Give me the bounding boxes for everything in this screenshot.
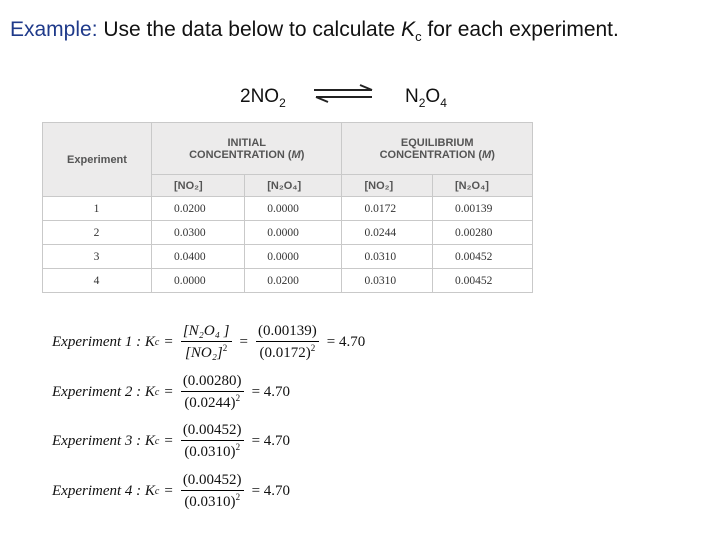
title-k-sub: c: [415, 29, 422, 45]
equation-label: Experiment 2 : K: [52, 383, 155, 400]
cell-eq-no2: 0.0310: [342, 245, 433, 269]
cell-init-no2: 0.0300: [152, 221, 245, 245]
table-row: [43, 197, 533, 221]
equation-result: = 4.70: [251, 432, 291, 449]
equation-result: = 4.70: [326, 333, 366, 350]
fraction-numerator: (0.00452): [181, 472, 244, 491]
title-text-before: Use the data below to calculate: [97, 18, 402, 41]
equation-result: = 4.70: [251, 482, 291, 499]
cell-exp: 1: [43, 197, 152, 221]
concentration-table: [42, 122, 533, 293]
product-n: N: [405, 86, 419, 107]
table-row: [43, 269, 533, 293]
product-o-sub: 4: [440, 95, 447, 110]
cell-eq-no2: 0.0244: [342, 221, 433, 245]
kc-value-fraction: $\frac{(0.00280)}{(0.0244)^2}$: [182, 372, 242, 411]
cell-eq-n2o4: 0.00280: [433, 221, 533, 245]
cell-init-n2o4: 0.0000: [245, 197, 342, 221]
equilibrium-header-line1: EQUILIBRIUM: [400, 136, 474, 149]
equilibrium-arrows-icon: [312, 82, 376, 106]
cell-eq-n2o4: 0.00452: [433, 245, 533, 269]
equilibrium-header-m: M: [482, 148, 492, 161]
subheader-eq-n2o4: [N₂O₄]: [433, 175, 533, 197]
fraction-denominator: (0.0310): [184, 493, 236, 510]
initial-header-m: M: [291, 148, 301, 161]
reactant-sub: 2: [279, 95, 286, 110]
equation-label: Experiment 1 : K: [52, 333, 155, 350]
fraction-denominator: (0.0310): [184, 443, 236, 460]
initial-header: INITIAL CONCENTRATION (M): [152, 123, 342, 175]
initial-header-line2: CONCENTRATION (: [189, 148, 292, 161]
title-text-after: for each experiment.: [421, 18, 619, 41]
fraction-numerator: (0.00452): [181, 422, 244, 441]
cell-eq-no2: 0.0310: [342, 269, 433, 293]
title-k: K: [401, 18, 416, 41]
example-label: Example:: [10, 18, 98, 41]
table-row: [43, 221, 533, 245]
equation-experiment-3: Experiment 3 : K c = $\frac{(0.00452)}{(0.0310)^2}$ = 4.70: [52, 421, 291, 460]
cell-init-no2: 0.0200: [152, 197, 245, 221]
subheader-init-no2: [NO₂]: [152, 175, 245, 197]
reactant-coef: 2NO: [240, 86, 280, 107]
cell-eq-n2o4: 0.00452: [433, 269, 533, 293]
equilibrium-header: EQUILIBRIUM CONCENTRATION (M): [342, 123, 533, 175]
subheader-init-n2o4: [N₂O₄]: [245, 175, 342, 197]
experiment-header: Experiment: [43, 123, 152, 197]
reactant-formula: [240, 86, 286, 110]
fraction-numerator: (0.00280): [181, 373, 244, 392]
cell-exp: 3: [43, 245, 152, 269]
product-n-sub: 2: [418, 95, 426, 110]
cell-init-n2o4: 0.0000: [245, 221, 342, 245]
equation-label: Experiment 3 : K: [52, 432, 155, 449]
equation-result: = 4.70: [251, 383, 291, 400]
table-row: [43, 245, 533, 269]
cell-eq-no2: 0.0172: [342, 197, 433, 221]
cell-eq-n2o4: 0.00139: [433, 197, 533, 221]
kc-expression-numerator: [N₂O₄ ]: [181, 323, 232, 342]
cell-init-n2o4: 0.0200: [245, 269, 342, 293]
cell-init-n2o4: 0.0000: [245, 245, 342, 269]
kc-value-fraction: $\frac{(0.00139)}{(0.0172)^2}$: [257, 322, 317, 361]
fraction-denominator: (0.0172): [259, 344, 311, 361]
equilibrium-header-line2: CONCENTRATION (: [379, 148, 483, 161]
cell-init-no2: 0.0400: [152, 245, 245, 269]
fraction-numerator: (0.00139): [256, 323, 319, 342]
fraction-denominator: (0.0244): [184, 394, 236, 411]
cell-init-no2: 0.0000: [152, 269, 245, 293]
kc-value-fraction: $\frac{(0.00452)}{(0.0310)^2}$: [182, 421, 242, 460]
equation-label: Experiment 4 : K: [52, 482, 155, 499]
kc-expression-fraction: $\frac{\text{[N₂O₄ ]}}{[NO_2]^2}$: [182, 322, 230, 361]
equation-experiment-1: Experiment 1 : K c = $\frac{\text{[N₂O₄ ]}}{[NO_2]^2}$ = $\frac{(0.00139)}{(0.0172)^2}$ = 4.70: [52, 322, 366, 361]
equation-experiment-2: Experiment 2 : K c = $\frac{(0.00280)}{(0.0244)^2}$ = 4.70: [52, 372, 291, 411]
initial-header-line1: INITIAL: [227, 136, 266, 149]
product-o: O: [425, 86, 441, 107]
cell-exp: 4: [43, 269, 152, 293]
kc-expression-denominator: [NO₂]: [185, 344, 223, 361]
product-formula: [405, 86, 447, 110]
kc-value-fraction: $\frac{(0.00452)}{(0.0310)^2}$: [182, 471, 242, 510]
page-title: [10, 18, 619, 44]
subheader-eq-no2: [NO₂]: [342, 175, 433, 197]
cell-exp: 2: [43, 221, 152, 245]
equation-experiment-4: Experiment 4 : K c = $\frac{(0.00452)}{(0.0310)^2}$ = 4.70: [52, 471, 291, 510]
